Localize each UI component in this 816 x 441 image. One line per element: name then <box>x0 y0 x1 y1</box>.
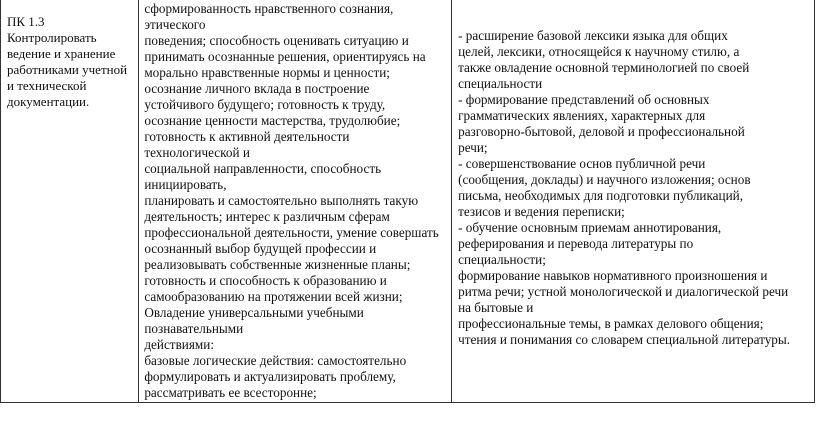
text-line: чтения и понимания со словарем специальной литературы. <box>458 332 791 347</box>
text-line: формирование навыков нормативного произношения и <box>458 268 768 283</box>
text-line: принимать осознанные решения, ориентируясь на <box>144 49 426 64</box>
competence-text <box>1 0 138 110</box>
text-line: социальной направленности, способность <box>144 161 382 176</box>
text-line: также овладение основной терминологией по своей <box>458 60 750 75</box>
text-line: осознание личного вклада в построение <box>144 81 370 96</box>
text-line: планировать и самостоятельно выполнять такую <box>144 193 419 208</box>
text-line: речи; <box>458 140 488 155</box>
text-line: Овладение универсальными учебными <box>144 305 364 320</box>
text-line: документации. <box>7 94 90 109</box>
text-line: готовность и способность к образованию и <box>144 273 387 288</box>
text-line: формулировать и актуализировать проблему, <box>144 369 396 384</box>
text-line: морально нравственные нормы и ценности; <box>144 65 390 80</box>
text-line: инициировать, <box>144 177 227 192</box>
text-line: на бытовые и <box>458 300 534 315</box>
discipline-results-text <box>452 0 814 348</box>
text-line: Контролировать <box>7 30 97 45</box>
text-line: письма, необходимых для подготовки публикаций, <box>458 188 743 203</box>
text-line: целей, лексики, относящейся к научному стилю, а <box>458 44 740 59</box>
text-line: ПК 1.3 <box>7 14 45 29</box>
text-line: специальности <box>458 76 543 91</box>
text-line: познавательными <box>144 321 244 336</box>
text-line: устойчивого будущего; готовность к труду, <box>144 97 386 112</box>
text-line: и технической <box>7 78 87 93</box>
text-line: осознанный выбор будущей профессии и <box>144 241 377 256</box>
text-line: деятельность; интерес к различным сферам <box>144 209 390 224</box>
text-line: поведения; способность оценивать ситуацию и <box>144 33 409 48</box>
text-line: технологической и <box>144 145 250 160</box>
text-line: самообразованию на протяжении всей жизни; <box>144 289 403 304</box>
text-line: специальности; <box>458 252 546 267</box>
text-line: - обучение основным приемам аннотирования, <box>458 220 722 235</box>
personal-results-text <box>139 0 451 401</box>
text-line: рассматривать ее всесторонне; <box>144 385 317 400</box>
competence-cell <box>1 0 139 403</box>
text-line: профессиональной деятельности, умение совершать <box>144 225 439 240</box>
text-line: (сообщения, доклады) и научного изложения; основ <box>458 172 751 187</box>
discipline-results-cell <box>452 0 815 403</box>
text-line: действиями: <box>144 337 214 352</box>
text-line: разговорно-бытовой, деловой и профессиональной <box>458 124 745 139</box>
text-line: профессиональные темы, в рамках делового общения; <box>458 316 764 331</box>
text-line: готовность к активной деятельности <box>144 129 350 144</box>
text-line: - совершенствование основ публичной речи <box>458 156 706 171</box>
text-line: ритма речи; устной монологической и диалогической речи <box>458 284 789 299</box>
text-line: осознание ценности мастерства, трудолюбие; <box>144 113 401 128</box>
text-line: работниками учетной <box>7 62 128 77</box>
text-line: этического <box>144 17 206 32</box>
text-line: ведение и хранение <box>7 46 116 61</box>
text-line: тезисов и ведения переписки; <box>458 204 625 219</box>
table-row <box>1 0 815 403</box>
text-line: реферирования и перевода литературы по <box>458 236 694 251</box>
text-line: - расширение базовой лексики языка для общих <box>458 28 728 43</box>
text-line: сформированность нравственного сознания, <box>144 1 394 16</box>
text-line: базовые логические действия: самостоятельно <box>144 353 407 368</box>
text-line: грамматических явлениях, характерных для <box>458 108 706 123</box>
personal-results-cell <box>139 0 452 403</box>
text-line: реализовывать собственные жизненные планы; <box>144 257 411 272</box>
text-line: - формирование представлений об основных <box>458 92 710 107</box>
